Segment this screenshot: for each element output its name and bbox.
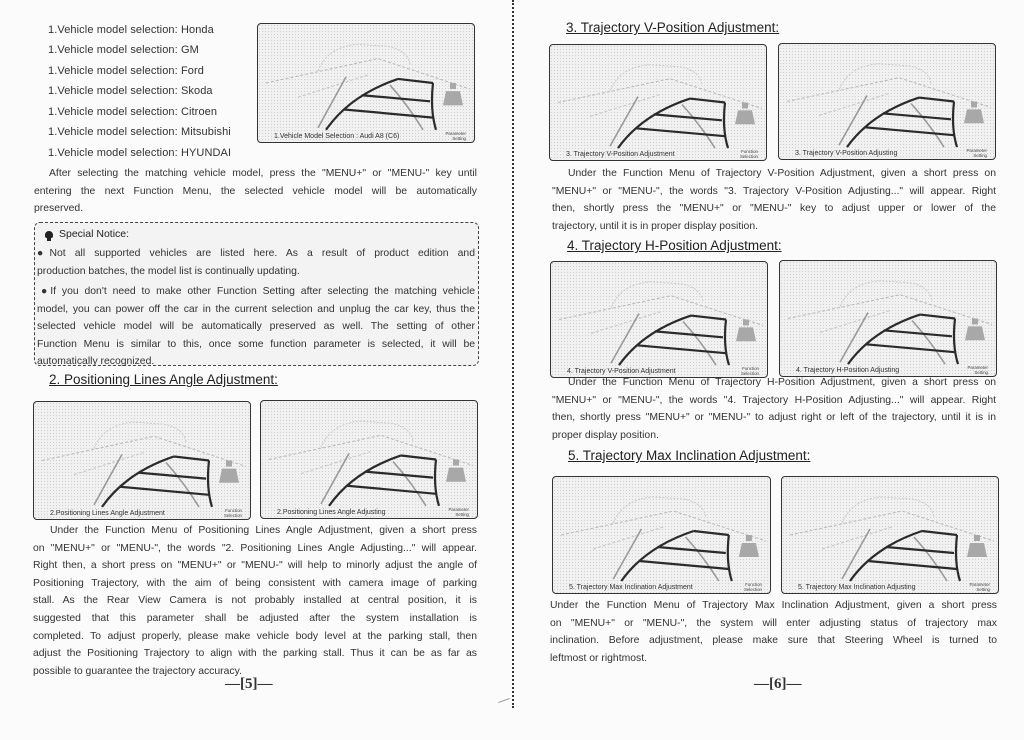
model-selection-gm: 1.Vehicle model selection: GM [48, 44, 199, 56]
notice-bullet-2: ●If you don't need to make other Function Setting after selecting the matching vehicle model, you can power off the car in the current selection and unplug the car key, thus the selected vehicle model will be automatically preserved as well. The setting of other Function Menu is similar to this, once some function parameter is selected, it will be automatically recognized. [37, 286, 475, 368]
ground-line [74, 452, 144, 474]
trajectory-line-near [120, 487, 209, 495]
figure-caption: 3. Trajectory V-Position Adjustment [566, 151, 675, 158]
trajectory-line-mid [655, 331, 723, 337]
trajectory-curve-left [326, 79, 398, 130]
trajectory-line-near [639, 561, 728, 569]
cone-top [743, 320, 749, 326]
model-selection-honda: 1.Vehicle model selection: Honda [48, 24, 214, 36]
ground-line [42, 436, 246, 466]
trajectory-curve-left [329, 455, 401, 505]
after-select-paragraph: After selecting the matching vehicle model, press the "MENU+" or "MENU-" key until entering the next Function Menu, the selected vehicle model will be automatically preserved. [34, 168, 477, 215]
cone-top [226, 461, 232, 467]
car-outline [840, 281, 932, 307]
guide-line-left [318, 77, 346, 128]
trajectory-diagram [258, 24, 474, 142]
guide-line-right [683, 321, 716, 365]
figure-v-position-adjustment [549, 44, 767, 161]
guide-line-right [682, 104, 715, 148]
cone-top [453, 460, 459, 466]
figure-h-position-adjusting [779, 260, 997, 377]
ground-line [559, 296, 763, 326]
section-3-body: Under the Function Menu of Trajectory V-Position Adjustment, given a short press on "MENU+" or "MENU-", the words "3. Trajectory V-Position Adjusting..." will appear. Right then, shortly press the "MENU+" or "MENU-" key to adjust upper or lower of the trajectory, until it is in proper display position. [552, 168, 996, 232]
trajectory-line-near [865, 127, 954, 135]
lightbulb-icon [45, 228, 53, 240]
figure-caption: 2.Positioning Lines Angle Adjusting [277, 509, 386, 516]
cone-top [746, 535, 752, 541]
trajectory-line-near [868, 561, 957, 569]
trajectory-top [398, 79, 433, 83]
car-outline [842, 497, 934, 523]
trajectory-curve-right [728, 535, 732, 581]
trajectory-line-near [347, 486, 436, 494]
guide-line-left [613, 529, 641, 579]
guide-line-left [840, 313, 868, 363]
trajectory-top [922, 531, 957, 535]
page-number-6: —[6]— [754, 676, 802, 692]
trajectory-curve-left [618, 99, 690, 149]
page-number-5: —[5]— [225, 676, 273, 692]
guide-line-left [321, 453, 349, 503]
trajectory-top [691, 316, 726, 320]
trajectory-curve-right [725, 320, 729, 366]
figure-max-inclination-adjustment [552, 476, 771, 594]
figure-caption: 4. Trajectory H-Position Adjusting [796, 367, 900, 374]
ground-line [558, 79, 762, 109]
trajectory-diagram [779, 44, 995, 159]
trajectory-curve-left [102, 456, 174, 506]
trajectory-line-near [636, 128, 725, 136]
figure-caption: 1.Vehicle Model Selection : Audi A8 (C6) [274, 133, 400, 140]
figure-side-label: Function Selection [740, 366, 759, 376]
guide-line-left [94, 454, 122, 504]
trajectory-top [401, 455, 436, 459]
figure-caption: 2.Positioning Lines Angle Adjustment [50, 510, 165, 517]
figure-side-label: Parameter Setting [967, 365, 988, 375]
trajectory-diagram [261, 401, 477, 518]
trajectory-line-near [637, 345, 726, 353]
trajectory-curve-right [724, 103, 728, 149]
car-outline [318, 44, 410, 70]
model-selection-citroen: 1.Vehicle model selection: Citroen [48, 106, 218, 118]
trajectory-diagram [550, 45, 766, 160]
section-2-heading: 2. Positioning Lines Angle Adjustment: [49, 372, 278, 387]
section-5-body: Under the Function Menu of Trajectory Max Inclination Adjustment, given a short press on "MENU+" or "MENU-", the system will enter adjusting status of trajectory max inclination. Before adjustment, please make sure that Steering Wheel is turned to leftmost or rightmost. [550, 600, 997, 664]
ground-line [593, 527, 663, 549]
ground-line [819, 94, 889, 116]
guide-line-right [911, 103, 944, 147]
left-page [0, 0, 508, 740]
section-4-heading: 4. Trajectory H-Position Adjustment: [567, 238, 782, 253]
guide-line-right [390, 85, 423, 130]
right-page [516, 0, 1024, 740]
trajectory-line-mid [657, 547, 725, 553]
guide-line-left [611, 314, 639, 364]
guide-line-right [686, 537, 719, 581]
guide-line-left [610, 97, 638, 147]
car-outline [94, 422, 186, 448]
notice-bullet-1: ●Not all supported vehicles are listed here. As a result of product edition and production batches, the model list is continually updating. [37, 248, 475, 277]
model-selection-skoda: 1.Vehicle model selection: Skoda [48, 85, 213, 97]
cone-body [735, 110, 755, 124]
trajectory-line-mid [362, 95, 430, 101]
special-notice-title: Special Notice: [59, 228, 130, 240]
cone-body [964, 109, 984, 123]
car-outline [610, 65, 702, 91]
trajectory-top [690, 99, 725, 103]
trajectory-line-mid [883, 113, 951, 119]
section-5-heading: 5. Trajectory Max Inclination Adjustment: [568, 448, 811, 463]
cone-top [974, 535, 980, 541]
figure-side-label: Function Selection [739, 149, 758, 159]
figure-max-inclination-adjusting [781, 476, 999, 594]
trajectory-diagram [551, 262, 767, 377]
figure-v-position-adjusting [778, 43, 996, 160]
trajectory-curve-left [621, 531, 693, 581]
guide-line-right [393, 462, 426, 506]
cone-body [967, 543, 987, 557]
ground-line [301, 451, 371, 473]
trajectory-top [919, 98, 954, 102]
trajectory-curve-left [619, 316, 691, 366]
figure-vehicle-model-selection [257, 23, 475, 143]
figure-caption: 4. Trajectory V-Position Adjustment [567, 368, 676, 375]
model-selection-ford: 1.Vehicle model selection: Ford [48, 65, 204, 77]
trajectory-curve-right [435, 460, 439, 506]
cone-top [972, 319, 978, 325]
guide-line-right [166, 463, 199, 507]
ground-line [269, 435, 473, 465]
guide-line-right [914, 537, 947, 581]
trajectory-line-mid [884, 330, 952, 336]
trajectory-curve-left [848, 315, 920, 365]
cone-body [443, 91, 463, 105]
trajectory-curve-right [956, 535, 960, 581]
trajectory-top [694, 531, 729, 535]
guide-line-left [839, 96, 867, 146]
figure-caption: 5. Trajectory Max Inclination Adjusting [798, 584, 916, 591]
figure-caption: 5. Trajectory Max Inclination Adjustment [569, 584, 693, 591]
figure-side-label: Function Selection [743, 582, 762, 592]
cone-body [736, 327, 756, 341]
figure-side-label: Parameter Setting [966, 148, 987, 158]
figure-side-label: Function Selection [223, 508, 242, 518]
section-3-heading: 3. Trajectory V-Position Adjustment: [566, 20, 780, 35]
ground-line [788, 295, 992, 325]
trajectory-line-mid [654, 114, 722, 120]
figure-angle-adjusting [260, 400, 478, 519]
cone-body [965, 326, 985, 340]
figure-angle-adjustment [33, 401, 251, 520]
cone-top [742, 103, 748, 109]
trajectory-curve-right [953, 102, 957, 148]
car-outline [611, 282, 703, 308]
trajectory-line-near [344, 109, 433, 117]
trajectory-line-mid [886, 547, 954, 553]
cone-top [971, 102, 977, 108]
trajectory-diagram [782, 477, 998, 593]
trajectory-curve-right [954, 319, 958, 365]
trajectory-diagram [780, 261, 996, 376]
cone-body [219, 469, 239, 483]
model-selection-mitsubishi: 1.Vehicle model selection: Mitsubishi [48, 126, 231, 138]
trajectory-diagram [34, 402, 250, 519]
car-outline [613, 497, 705, 523]
cone-top [450, 83, 456, 89]
ground-line [266, 59, 470, 90]
ground-line [561, 511, 766, 541]
section-2-body: Under the Function Menu of Positioning Lines Angle Adjustment, given a short press on "MENU+" or "MENU-", the words "2. Positioning Lines Angle Adjusting..." will appear. Right then, a short press on "MENU+" or "MENU-" will help to minorly adjust the angle of Positioning Trajectory, with the aim of being consistent with camera image of parking stall. As the Rear View Camera is not probably installed at central position, it is suggested that this parameter shall be adjusted after the system installation is completed. To adjust properly, please make vehicle body level at the parking stall, then adjust the Positioning Trajectory to align with the parking stall. Thus it can be as far as possible to guarantee the trajectory accuracy. [33, 525, 477, 677]
trajectory-line-mid [138, 473, 206, 479]
figure-caption: 3. Trajectory V-Position Adjusting [795, 150, 898, 157]
trajectory-diagram [553, 477, 770, 593]
cone-body [446, 468, 466, 482]
guide-line-right [912, 320, 945, 364]
ground-line [822, 527, 892, 549]
trajectory-top [920, 315, 955, 319]
special-notice-box [34, 222, 479, 366]
page-fold-divider [512, 0, 514, 708]
ground-line [591, 312, 661, 334]
figure-side-label: Parameter Setting [969, 582, 990, 592]
trajectory-line-near [866, 344, 955, 352]
guide-line-left [842, 529, 870, 579]
car-outline [321, 421, 413, 447]
trajectory-curve-right [208, 461, 212, 507]
model-selection-hyundai: 1.Vehicle model selection: HYUNDAI [48, 147, 232, 159]
ground-line [787, 78, 991, 108]
section-4-body: Under the Function Menu of Trajectory H-Position Adjustment, given a short press on "MENU+" or "MENU-", the words "4. Trajectory H-Position Adjusting..." will appear. Right then, shortly press "MENU+" or "MENU-" to adjust right or left of the trajectory, until it is in proper display position. [552, 377, 996, 441]
trajectory-line-mid [365, 472, 433, 478]
figure-side-label: Parameter Setting [448, 507, 469, 517]
trajectory-curve-left [847, 98, 919, 148]
figure-h-position-function [550, 261, 768, 378]
trajectory-curve-left [850, 531, 922, 581]
car-outline [839, 64, 931, 90]
trajectory-curve-right [432, 83, 436, 130]
ground-line [790, 511, 994, 541]
ground-line [590, 95, 660, 117]
ground-line [298, 75, 368, 97]
cone-body [739, 543, 759, 557]
trajectory-top [174, 456, 209, 460]
ground-line [820, 311, 890, 333]
figure-side-label: Parameter Setting [445, 131, 466, 141]
